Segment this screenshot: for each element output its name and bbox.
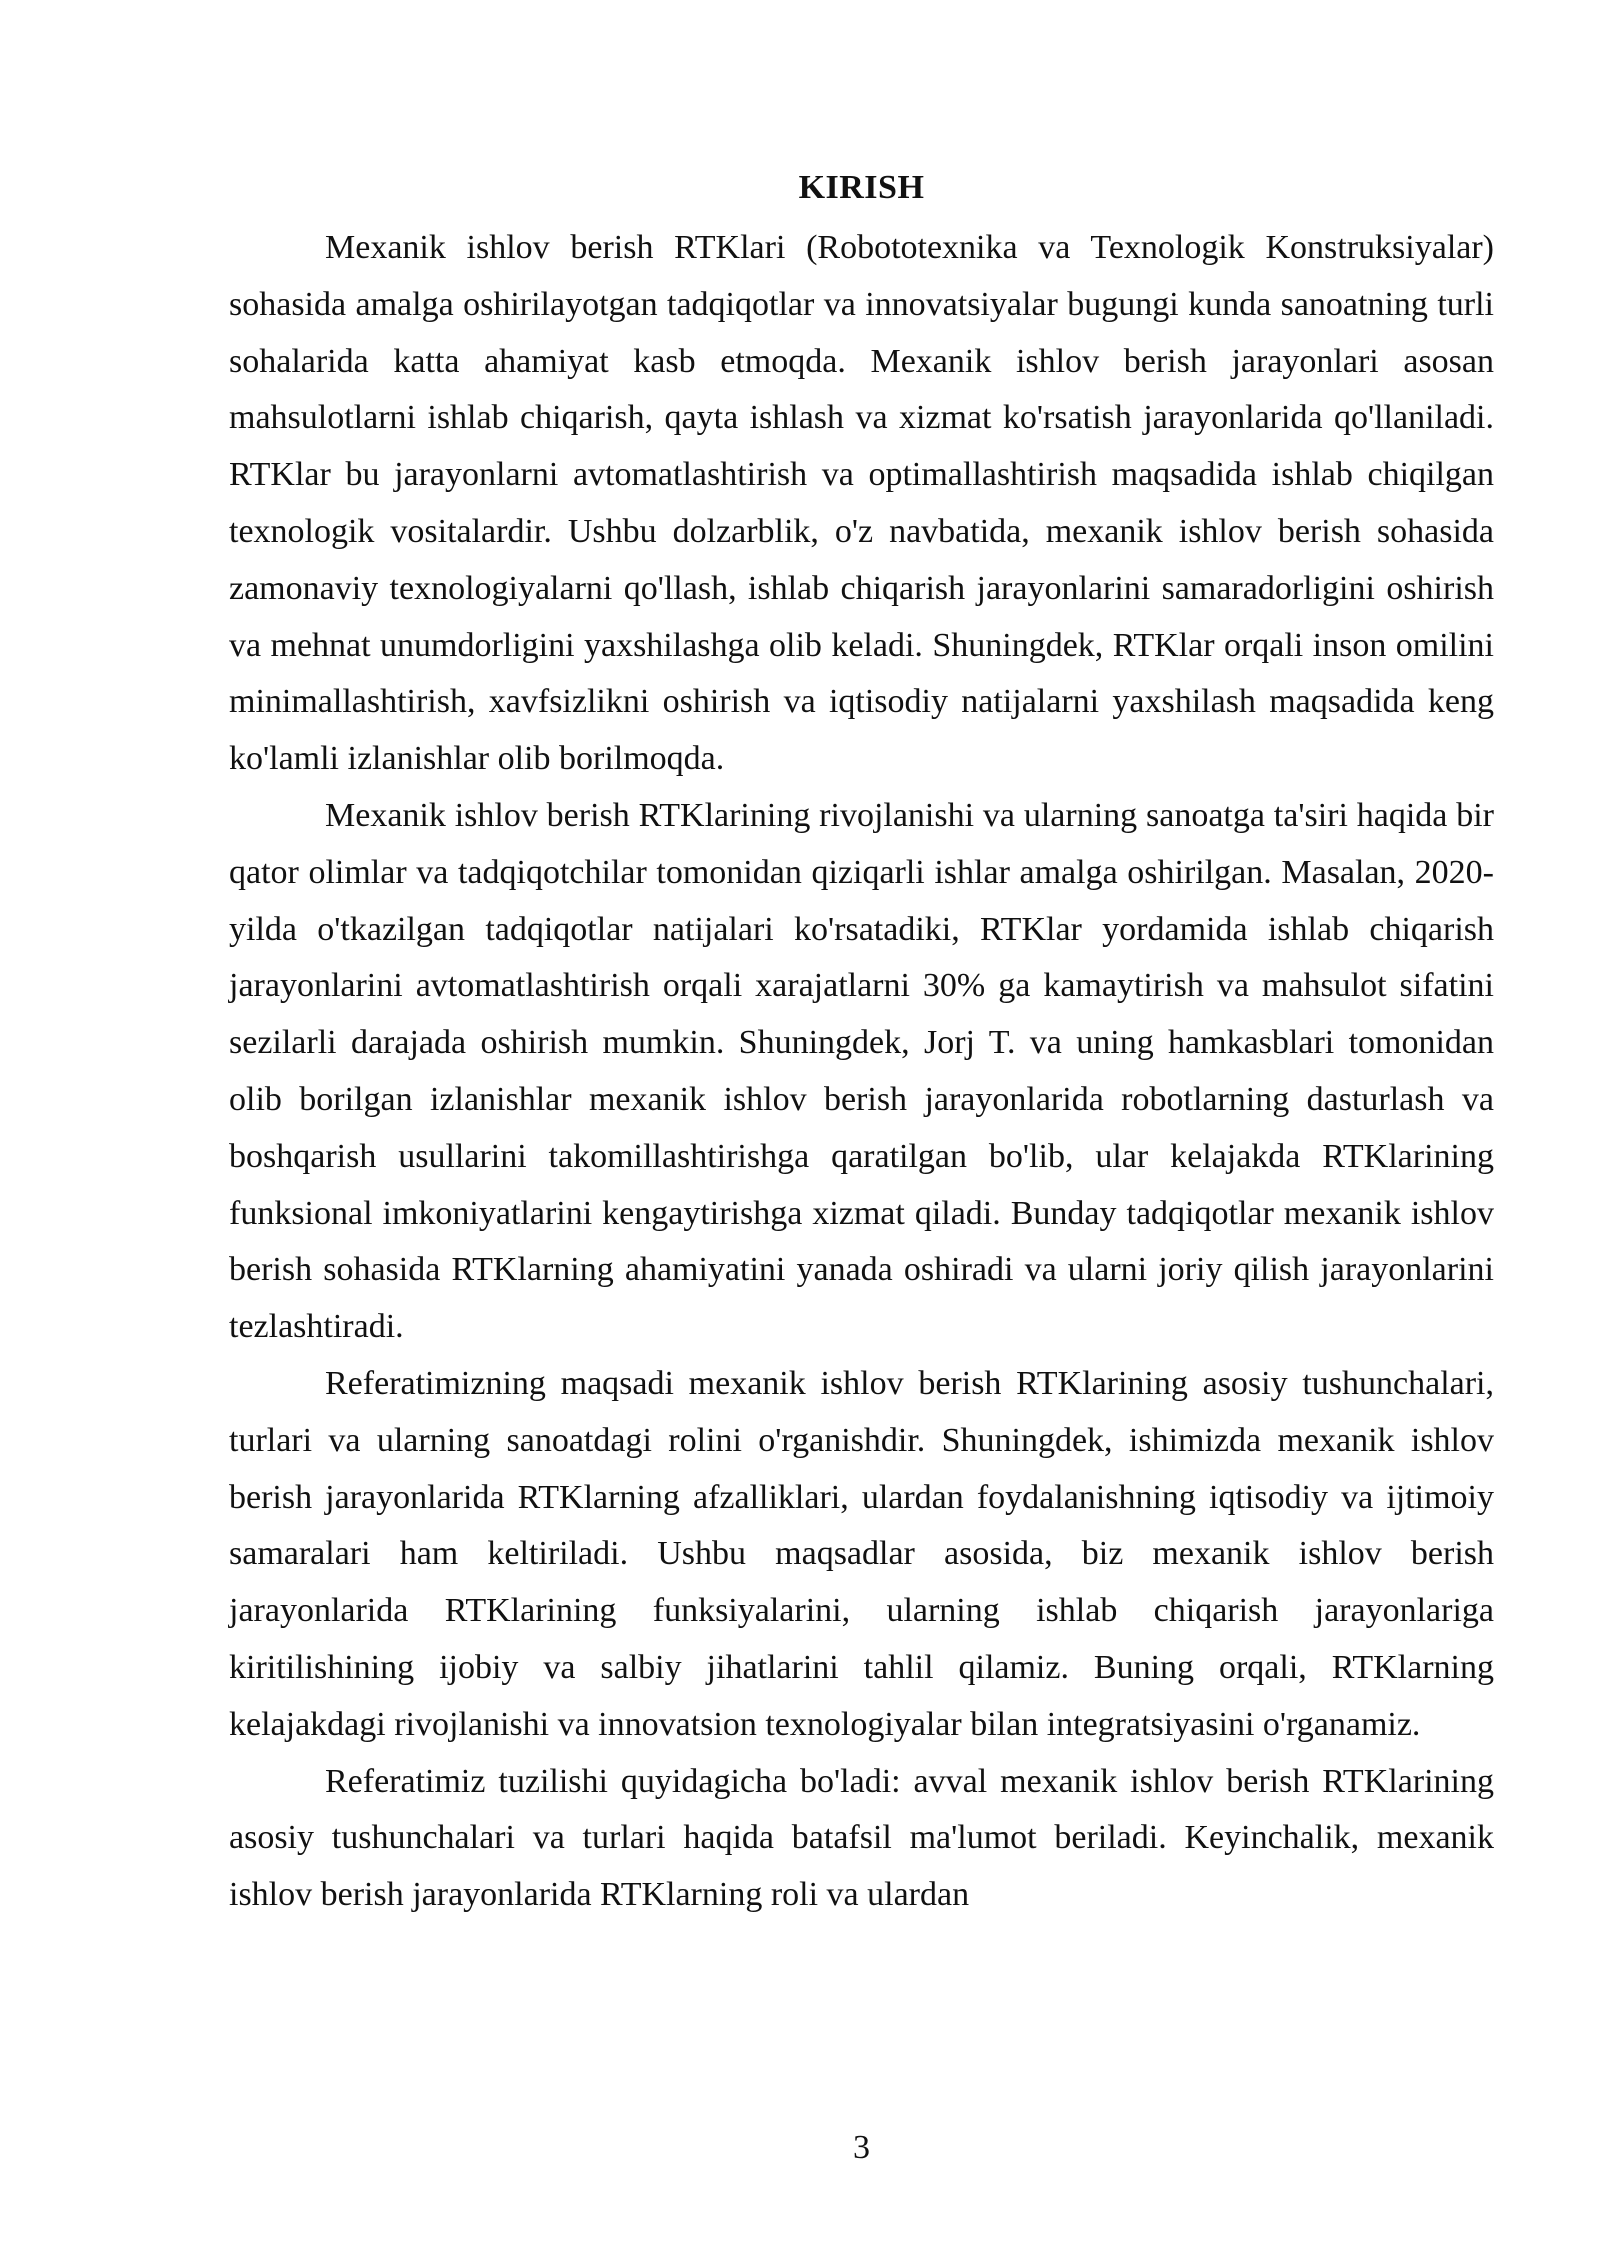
page-number: 3 [853,2129,870,2166]
paragraph-2: Mexanik ishlov berish RTKlarining rivojlanishi va ularning sanoatga ta'siri haqida bir qator olimlar va tadqiqotchilar tomonidan qiziqarli ishlar amalga oshirilgan. Masalan, 2020-yilda o'tkazilgan tadqiqotlar natijalari ko'rsatadiki, RTKlar yordamida ishlab chiqarish jarayonlarini avtomatlashtirish orqali xarajatlarni 30% ga kamaytirish va mahsulot sifatini sezilarli darajada oshirish mumkin. Shuningdek, Jorj T. va uning hamkasblari tomonidan olib borilgan izlanishlar mexanik ishlov berish jarayonlarida robotlarning dasturlash va boshqarish usullarini takomillashtirishga qaratilgan bo'lib, ular kelajakda RTKlarining funksional imkoniyatlarini kengaytirishga xizmat qiladi. Bunday tadqiqotlar mexanik ishlov berish sohasida RTKlarning ahamiyatini yanada oshiradi va ularni joriy qilish jarayonlarini tezlashtiradi. [229,796,1494,1346]
section-heading: KIRISH [798,169,925,206]
paragraph-1: Mexanik ishlov berish RTKlari (Robototexnika va Texnologik Konstruksiyalar) sohasida amalga oshirilayotgan tadqiqotlar va innovatsiyalar bugungi kunda sanoatning turli sohalarida katta ahamiyat kasb etmoqda. Mexanik ishlov berish jarayonlari asosan mahsulotlarni ishlab chiqarish, qayta ishlash va xizmat ko'rsatish jarayonlarida qo'llaniladi. RTKlar bu jarayonlarni avtomatlashtirish va optimallashtirish maqsadida ishlab chiqilgan texnologik vositalardir. Ushbu dolzarblik, o'z navbatida, mexanik ishlov berish sohasida zamonaviy texnologiyalarni qo'llash, ishlab chiqarish jarayonlarini samaradorligini oshirish va mehnat unumdorligini yaxshilashga olib keladi. Shuningdek, RTKlar orqali inson omilini minimallashtirish, xavfsizlikni oshirish va iqtisodiy natijalarni yaxshilash maqsadida keng ko'lamli izlanishlar olib borilmoqda. [229,229,1494,778]
paragraph-3: Referatimizning maqsadi mexanik ishlov berish RTKlarining asosiy tushunchalari, turlari va ularning sanoatdagi rolini o'rganishdir. Shuningdek, ishimizda mexanik ishlov berish jarayonlarida RTKlarning afzalliklari, ulardan foydalanishning iqtisodiy va ijtimoiy samaralari ham keltiriladi. Ushbu maqsadlar asosida, biz mexanik ishlov berish jarayonlarida RTKlarining funksiyalarini, ularning ishlab chiqarish jarayonlariga kiritilishining ijobiy va salbiy jihatlarini tahlil qilamiz. Buning orqali, RTKlarning kelajakdagi rivojlanishi va innovatsion texnologiyalar bilan integratsiyasini o'rganamiz. [229,1364,1494,1743]
paragraph-4: Referatimiz tuzilishi quyidagicha bo'ladi: avval mexanik ishlov berish RTKlarining asosiy tushunchalari va turlari haqida batafsil ma'lumot beriladi. Keyinchalik, mexanik ishlov berish jarayonlarida RTKlarning roli va ulardan [229,1762,1494,1914]
page-body [229,160,1494,1924]
